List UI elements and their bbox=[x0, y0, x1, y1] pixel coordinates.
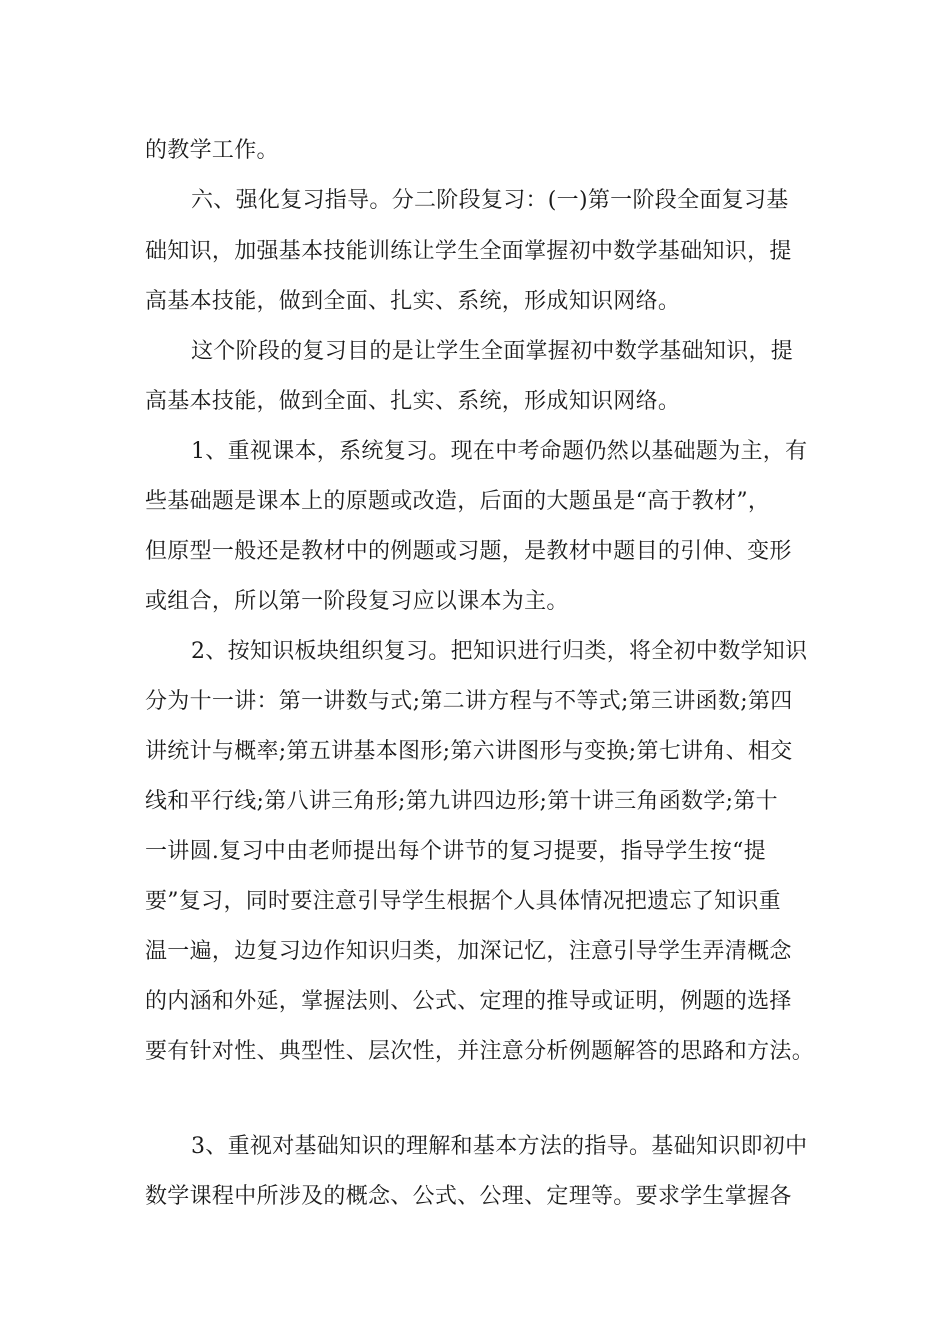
paragraph-stage-line-2: 高基本技能，做到全面、扎实、系统，形成知识网络。 bbox=[145, 389, 681, 414]
item-2-line-7: 温一遍，边复习边作知识归类，加深记忆，注意引导学生弄清概念 bbox=[145, 939, 792, 964]
item-1-line-3: 但原型一般还是教材中的例题或习题，是教材中题目的引伸、变形 bbox=[145, 539, 792, 564]
item-2-line-4: 线和平行线;第八讲三角形;第九讲四边形;第十讲三角函数学;第十 bbox=[145, 789, 778, 814]
item-3-line-1: 3、重视对基础知识的理解和基本方法的指导。基础知识即初中 bbox=[191, 1134, 808, 1159]
paragraph-6-line-1: 六、强化复习指导。分二阶段复习：(一)第一阶段全面复习基 bbox=[191, 188, 789, 213]
text-line: 的教学工作。 bbox=[145, 138, 279, 163]
item-3-line-2: 数学课程中所涉及的概念、公式、公理、定理等。要求学生掌握各 bbox=[145, 1184, 792, 1209]
item-2-line-6: 要”复习，同时要注意引导学生根据个人具体情况把遗忘了知识重 bbox=[145, 889, 781, 914]
paragraph-6-line-2: 础知识，加强基本技能训练让学生全面掌握初中数学基础知识，提 bbox=[145, 239, 792, 264]
paragraph-stage-line-1: 这个阶段的复习目的是让学生全面掌握初中数学基础知识，提 bbox=[191, 339, 794, 364]
item-2-line-8: 的内涵和外延，掌握法则、公式、定理的推导或证明，例题的选择 bbox=[145, 989, 792, 1014]
item-1-line-2: 些基础题是课本上的原题或改造，后面的大题虽是“高于教材”， bbox=[145, 489, 771, 514]
item-2-line-2: 分为十一讲：第一讲数与式;第二讲方程与不等式;第三讲函数;第四 bbox=[145, 689, 793, 714]
item-1-line-1: 1、重视课本，系统复习。现在中考命题仍然以基础题为主，有 bbox=[191, 439, 808, 464]
item-2-line-3: 讲统计与概率;第五讲基本图形;第六讲图形与变换;第七讲角、相交 bbox=[145, 739, 793, 764]
item-2-line-1: 2、按知识板块组织复习。把知识进行归类，将全初中数学知识 bbox=[191, 639, 808, 664]
paragraph-6-line-3: 高基本技能，做到全面、扎实、系统，形成知识网络。 bbox=[145, 289, 681, 314]
item-2-line-5: 一讲圆.复习中由老师提出每个讲节的复习提要，指导学生按“提 bbox=[145, 839, 766, 864]
item-1-line-4: 或组合，所以第一阶段复习应以课本为主。 bbox=[145, 589, 569, 614]
item-2-line-9: 要有针对性、典型性、层次性，并注意分析例题解答的思路和方法。 bbox=[145, 1039, 815, 1064]
